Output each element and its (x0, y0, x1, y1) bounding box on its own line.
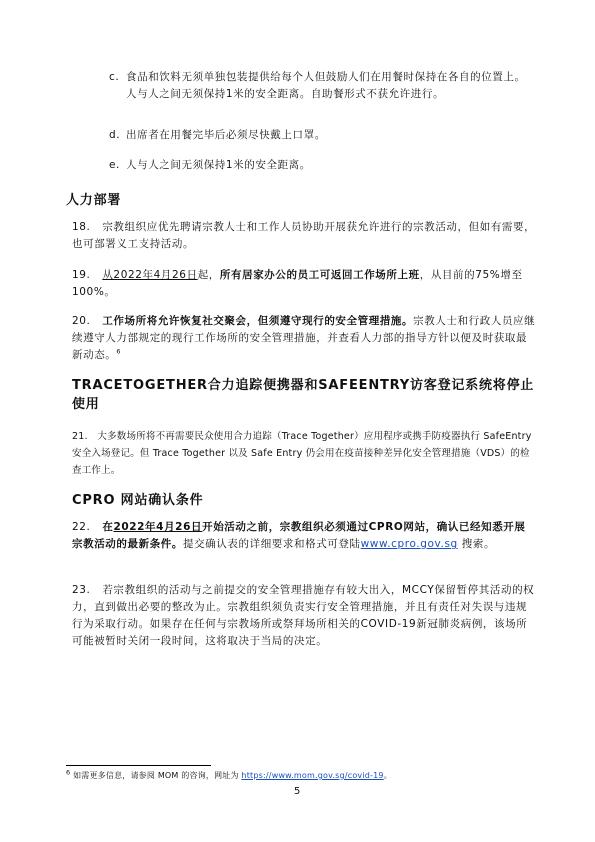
list-item-e (109, 157, 539, 174)
list-item-label: c. (109, 71, 120, 83)
paragraph-18 (72, 219, 536, 253)
paragraph-20 (72, 313, 536, 364)
footnote-reference: 6 (116, 347, 122, 356)
paragraph-22 (72, 519, 536, 553)
paragraph-23 (72, 582, 536, 650)
paragraph-text: 起， (197, 269, 220, 281)
paragraph-emphasis: 在 (102, 521, 114, 533)
paragraph-text: 提交确认表的详细要求和格式可登陆 (183, 538, 361, 550)
paragraph-text: 宗教人士和行政人员应继续遵守人力部规定的现行工作场所的安全管理措施，并查看人力部的指导方针以便及时获取最新动态。 (72, 315, 536, 361)
list-item-text: 食品和饮料无须单独包装提供给每个人但鼓励人们在用餐时保持在各自的位置上。人与人之间无须保持1米的安全距离。自助餐形式不获允许进行。 (126, 71, 526, 100)
footnote-text-end: 。 (383, 771, 392, 780)
list-item-text: 出席者在用餐完毕后必须尽快戴上口罩。 (126, 129, 326, 141)
paragraph-number: 20. (72, 315, 91, 327)
section-heading-cpro: CPRO 网站确认条件 (72, 493, 204, 508)
paragraph-emphasis: 所有居家办公的员工可返回工作场所上班 (219, 269, 420, 281)
footnote-text: 如需更多信息，请参阅 MOM 的咨询，网址为 (70, 771, 242, 780)
paragraph-text: 宗教组织应优先聘请宗教人士和工作人员协助开展获允许进行的宗教活动，但如有需要，也可部署义工支持活动。 (72, 221, 536, 250)
mom-covid-link[interactable]: https://www.mom.gov.sg/covid-19 (241, 771, 384, 780)
effective-date: 从2022年4月26日 (102, 269, 198, 281)
paragraph-text: 若宗教组织的活动与之前提交的安全管理措施存有较大出入，MCCY保留暂停其活动的权力，直到做出必要的整改为止。宗教组织须负责实行安全管理措施，并且有责任对失误与违规行为采取行动。如果存在任何与宗教场所或祭拜场所相关的COVID-19新冠肺炎病例，该场所可能被暂时关闭一段时间，这将取决于当局的决定。 (72, 584, 535, 647)
list-item-d (109, 127, 539, 144)
effective-date: 2022年4月26日 (113, 521, 203, 533)
section-heading-tracetogether: TRACETOGETHER合力追踪便携器和SAFEENTRY访客登记系统将停止使用 (72, 378, 535, 412)
list-item-label: e. (109, 159, 120, 171)
footnote-divider (66, 765, 211, 766)
paragraph-emphasis: 工作场所将允许恢复社交聚会，但须遵守现行的安全管理措施。 (102, 315, 414, 327)
paragraph-number: 21. (72, 431, 88, 442)
list-item-c (109, 69, 539, 121)
footnote-number: 6 (66, 768, 71, 777)
paragraph-number: 19. (72, 269, 91, 281)
paragraph-number: 22. (72, 521, 91, 533)
paragraph-number: 18. (72, 221, 91, 233)
paragraph-text: 大多数场所将不再需要民众使用合力追踪（Trace Together）应用程序或携手防疫器执行 SafeEntry 安全入场登记。但 Trace Together 以及 Safe Entry 仍会用在疫苗接种差异化安全管理措施（VDS）的检查工作上。 (72, 431, 532, 476)
footnote (66, 770, 392, 781)
paragraph-19 (72, 267, 536, 301)
paragraph-text: 搜索。 (457, 538, 496, 550)
section-heading-manpower: 人力部署 (66, 193, 122, 208)
list-item-text: 人与人之间无须保持1米的安全距离。 (126, 159, 311, 171)
paragraph-21 (72, 428, 536, 479)
paragraph-number: 23. (72, 584, 91, 596)
paragraph-text: ，从目前的75%增至100%。 (72, 269, 523, 298)
list-item-label: d. (109, 129, 121, 141)
page-number: 5 (294, 786, 301, 797)
paragraph-emphasis: 开始活动之前，宗教组织必须通过CPRO网站，确认已经知悉开展宗教活动的最新条件。 (72, 521, 526, 550)
cpro-website-link[interactable]: www.cpro.gov.sg (360, 538, 458, 550)
